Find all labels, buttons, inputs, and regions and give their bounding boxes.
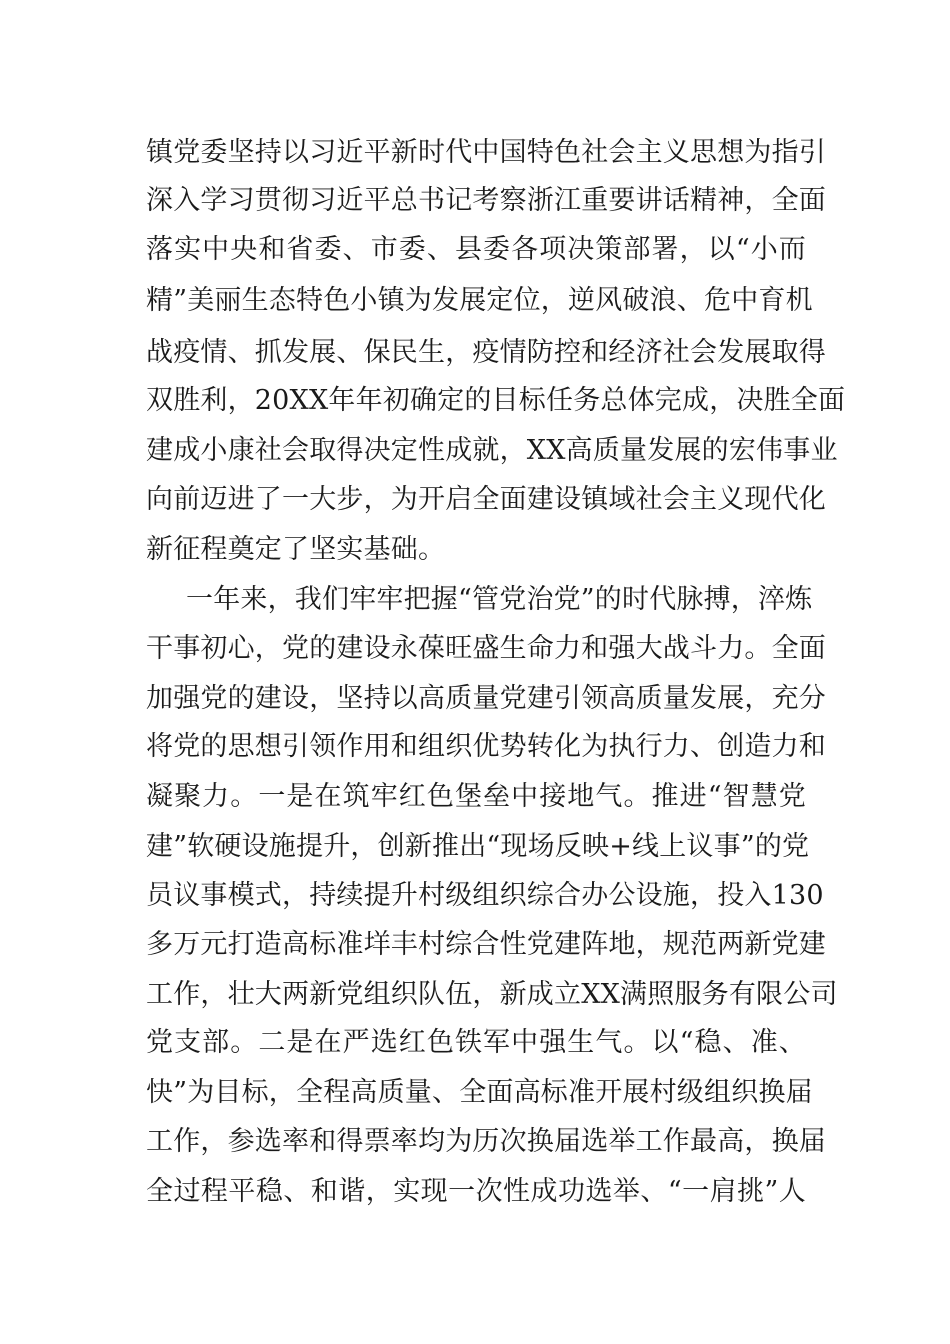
text-line: 员议事模式，持续提升村级组织综合办公设施，投入130 <box>146 880 824 911</box>
text-line: 全过程平稳、和谐，实现一次性成功选举、“一肩挑”人 <box>146 1176 806 1207</box>
text-line: 干事初心，党的建设永葆旺盛生命力和强大战斗力。全面 <box>146 633 826 664</box>
text-line: 战疫情、抓发展、保民生，疫情防控和经济社会发展取得 <box>146 337 826 368</box>
text-line: 双胜利，20XX年年初确定的目标任务总体完成，决胜全面 <box>146 385 846 416</box>
text-line: 工作，壮大两新党组织队伍，新成立XX满照服务有限公司 <box>146 979 838 1010</box>
text-line: 新征程奠定了坚实基础。 <box>146 534 446 565</box>
text-line: 快”为目标，全程高质量、全面高标准开展村级组织换届 <box>146 1077 813 1108</box>
text-line: 加强党的建设，坚持以高质量党建引领高质量发展，充分 <box>146 683 826 714</box>
text-line: 党支部。二是在严选红色铁军中强生气。以“稳、准、 <box>146 1027 806 1058</box>
text-line: 将党的思想引领作用和组织优势转化为执行力、创造力和 <box>146 731 826 762</box>
text-line: 凝聚力。一是在筑牢红色堡垒中接地气。推进“智慧党 <box>146 781 806 812</box>
text-line: 深入学习贯彻习近平总书记考察浙江重要讲话精神，全面 <box>146 185 826 216</box>
text-line: 建”软硬设施提升，创新推出“现场反映+线上议事”的党 <box>146 831 810 862</box>
text-line: 落实中央和省委、市委、县委各项决策部署，以“小而 <box>146 234 806 265</box>
text-line: 工作，参选率和得票率均为历次换届选举工作最高，换届 <box>146 1126 826 1157</box>
text-line: 建成小康社会取得决定性成就，XX高质量发展的宏伟事业 <box>146 435 838 466</box>
text-line: 向前迈进了一大步，为开启全面建设镇域社会主义现代化 <box>146 484 826 515</box>
text-line: 镇党委坚持以习近平新时代中国特色社会主义思想为指引 <box>146 137 826 168</box>
text-line: 一年来，我们牢牢把握“管党治党”的时代脉搏，淬炼 <box>186 584 813 615</box>
text-line: 多万元打造高标准垟丰村综合性党建阵地，规范两新党建 <box>146 929 826 960</box>
text-line: 精”美丽生态特色小镇为发展定位，逆风破浪、危中育机 <box>146 285 813 316</box>
